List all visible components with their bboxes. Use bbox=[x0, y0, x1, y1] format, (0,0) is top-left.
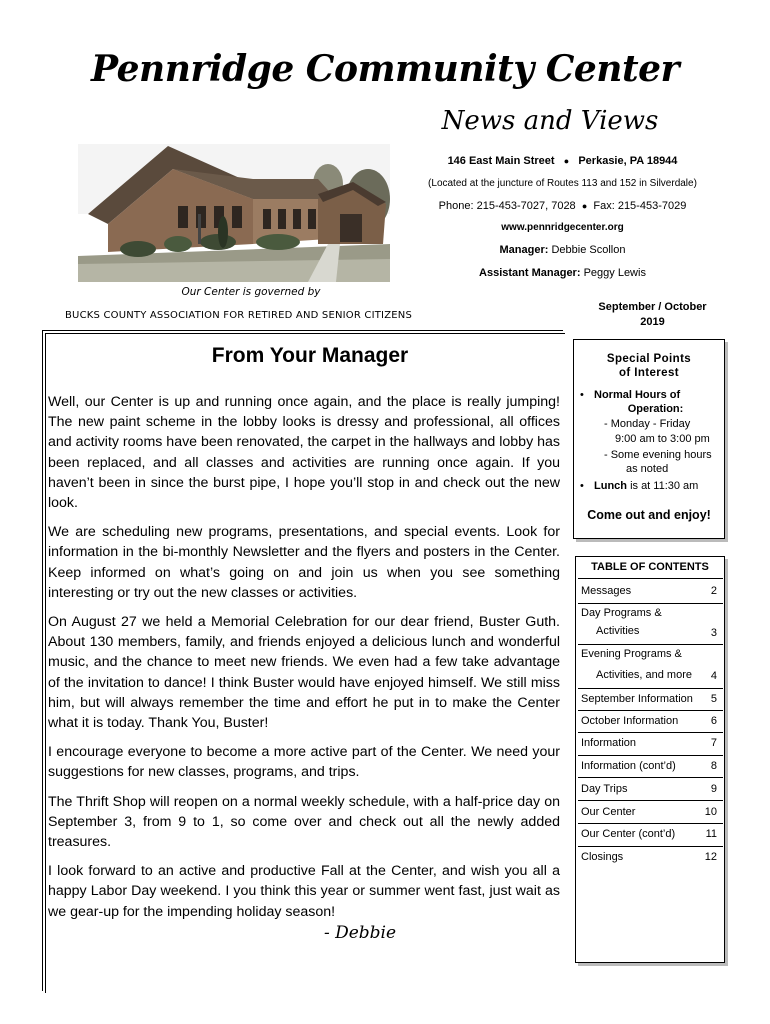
toc-item[interactable] bbox=[581, 783, 717, 795]
contact-line bbox=[400, 200, 725, 212]
newsletter-title: Pennridge Community Center bbox=[91, 48, 679, 90]
toc-item[interactable] bbox=[581, 806, 717, 818]
bullet-icon: • bbox=[580, 480, 584, 492]
toc-item[interactable] bbox=[581, 715, 717, 727]
issue-date bbox=[580, 300, 725, 330]
toc-item[interactable] bbox=[581, 693, 717, 705]
toc-item-page: 10 bbox=[704, 806, 717, 818]
toc-item-label: Evening Programs & bbox=[581, 648, 682, 660]
list-item bbox=[578, 388, 723, 402]
lunch-time: is at 11:30 am bbox=[630, 480, 699, 492]
toc-item[interactable] bbox=[581, 585, 717, 597]
toc-item-page: 4 bbox=[710, 670, 717, 682]
evening-hours-cont: as noted bbox=[626, 463, 669, 475]
assistant-manager-name: Peggy Lewis bbox=[583, 267, 646, 279]
toc-item[interactable] bbox=[581, 828, 717, 840]
toc-item[interactable] bbox=[581, 648, 717, 681]
address-line bbox=[400, 155, 725, 167]
address-city: Perkasie, PA 18944 bbox=[578, 155, 678, 167]
toc-item-label: September Information bbox=[581, 693, 693, 705]
hours-label-cont: Operation: bbox=[627, 403, 684, 415]
toc-item[interactable] bbox=[581, 737, 717, 749]
manager-article-title: From Your Manager bbox=[211, 344, 409, 367]
toc-divider bbox=[578, 644, 723, 645]
article-paragraph: We are scheduling new programs, presentations, and special events. Look for information in the bi-monthly Newsletter and the flyers and posters in the Center. Keep informed on what’s going on and join us when you see something interesting or try out the new classes or activities. bbox=[48, 524, 560, 601]
fax-number: Fax: 215-453-7029 bbox=[593, 200, 687, 212]
special-points-title-line1: Special Points bbox=[606, 353, 692, 365]
toc-item-page: 11 bbox=[705, 828, 717, 840]
toc-divider bbox=[578, 732, 723, 733]
lunch-label: Lunch bbox=[594, 480, 627, 492]
toc-item-label: Our Center bbox=[581, 806, 636, 818]
toc-header: TABLE OF CONTENTS bbox=[591, 561, 709, 573]
article-paragraph: The Thrift Shop will reopen on a normal weekly schedule, with a half-price day on September 3, from 9 to 1, so come over and check out all the newly added treasures. bbox=[48, 793, 560, 851]
special-points-title bbox=[573, 352, 725, 380]
toc-item-label: Closings bbox=[581, 851, 624, 863]
issue-year: 2019 bbox=[640, 316, 665, 328]
toc-item-label: Information bbox=[581, 737, 637, 749]
assistant-manager-line bbox=[400, 267, 725, 279]
article-paragraph: I encourage everyone to become a more active part of the Center. We need your suggestions for new classes, programs, and trips. bbox=[48, 744, 560, 781]
toc-divider bbox=[578, 603, 723, 604]
newsletter-subtitle: News and Views bbox=[441, 106, 659, 136]
address-street: 146 East Main Street bbox=[447, 155, 555, 167]
community-center-building-photo bbox=[78, 144, 390, 282]
special-points-list bbox=[578, 388, 723, 493]
toc-divider bbox=[578, 578, 723, 579]
toc-item-label-cont: Activities, and more bbox=[596, 669, 692, 681]
contact-separator: ● bbox=[581, 201, 588, 211]
manager-label: Manager: bbox=[499, 244, 549, 256]
toc-item[interactable] bbox=[581, 851, 717, 863]
toc-item-page: 9 bbox=[710, 783, 717, 795]
toc-item-page: 7 bbox=[710, 737, 717, 749]
address-separator: ● bbox=[563, 156, 570, 166]
toc-divider bbox=[578, 688, 723, 689]
manager-article-body bbox=[48, 392, 560, 931]
toc-item-label: Our Center (cont’d) bbox=[581, 828, 676, 840]
toc-item-page: 8 bbox=[710, 760, 717, 772]
hours-days: - Monday - Friday bbox=[604, 418, 691, 430]
lunch-line bbox=[594, 479, 698, 493]
come-out-and-enjoy: Come out and enjoy! bbox=[587, 508, 711, 522]
article-signature: - Debbie bbox=[323, 923, 397, 943]
toc-divider bbox=[578, 823, 723, 824]
assistant-manager-label: Assistant Manager: bbox=[479, 267, 581, 279]
list-item bbox=[578, 479, 723, 493]
article-paragraph: On August 27 we held a Memorial Celebration for our dear friend, Buster Guth. About 130 members, family, and friends enjoyed a delicious lunch and wonderful music, and the chance to meet new friends. We even had a few take advantage of the invitation to dance! I think Buster would have enjoyed himself. We still miss him, but will always remember the time and effort he put in to make the Center what it is today. Thank You, Buster! bbox=[48, 614, 560, 732]
toc-item-label: Day Programs & bbox=[581, 607, 662, 619]
bullet-icon: • bbox=[580, 389, 584, 401]
governance-intro: Our Center is governed by bbox=[181, 286, 321, 298]
toc-divider bbox=[578, 800, 723, 801]
toc-item-page: 2 bbox=[710, 585, 717, 597]
special-points-title-line2: of Interest bbox=[619, 367, 679, 379]
issue-months: September / October bbox=[598, 301, 707, 313]
governance-organization: BUCKS COUNTY ASSOCIATION FOR RETIRED AND SENIOR CITIZENS bbox=[65, 310, 412, 321]
toc-item-label: Messages bbox=[581, 585, 632, 597]
evening-hours: - Some evening hours bbox=[604, 449, 712, 461]
toc-divider bbox=[578, 755, 723, 756]
hours-time: 9:00 am to 3:00 pm bbox=[615, 433, 710, 445]
toc-divider bbox=[578, 846, 723, 847]
manager-line bbox=[400, 244, 725, 256]
toc-item[interactable] bbox=[581, 760, 717, 772]
manager-name: Debbie Scollon bbox=[551, 244, 626, 256]
toc-item[interactable] bbox=[581, 607, 717, 637]
toc-item-page: 12 bbox=[704, 851, 717, 863]
toc-item-page: 3 bbox=[710, 627, 717, 639]
toc-item-label: Information (cont’d) bbox=[581, 760, 676, 772]
toc-divider bbox=[578, 710, 723, 711]
website-link[interactable]: www.pennridgecenter.org bbox=[501, 222, 624, 233]
hours-label: Normal Hours of bbox=[594, 389, 681, 401]
article-paragraph: Well, our Center is up and running once again, and the place is really jumping! The new paint scheme in the lobby looks is dressy and professional, all offices and activity rooms have been renovated, the carpet in the hallways and lobby has been replaced, and all classes and activities are running once again. If you haven’t been in since the burst pipe, I hope you’ll stop in and check out the new look. bbox=[48, 394, 560, 512]
article-paragraph: I look forward to an active and productive Fall at the Center, and wish you all a happy Labor Day weekend. I you think this year or summer went fast, just wait as we gear-up for the impending holiday season! bbox=[48, 863, 560, 920]
toc-item-label: Day Trips bbox=[581, 783, 628, 795]
toc-item-label-cont: Activities bbox=[596, 625, 640, 637]
phone-number: Phone: 215-453-7027, 7028 bbox=[438, 200, 576, 212]
toc-divider bbox=[578, 777, 723, 778]
location-note: (Located at the juncture of Routes 113 and 152 in Silverdale) bbox=[428, 178, 697, 189]
toc-item-label: October Information bbox=[581, 715, 679, 727]
toc-item-page: 5 bbox=[710, 693, 717, 705]
toc-item-page: 6 bbox=[710, 715, 717, 727]
